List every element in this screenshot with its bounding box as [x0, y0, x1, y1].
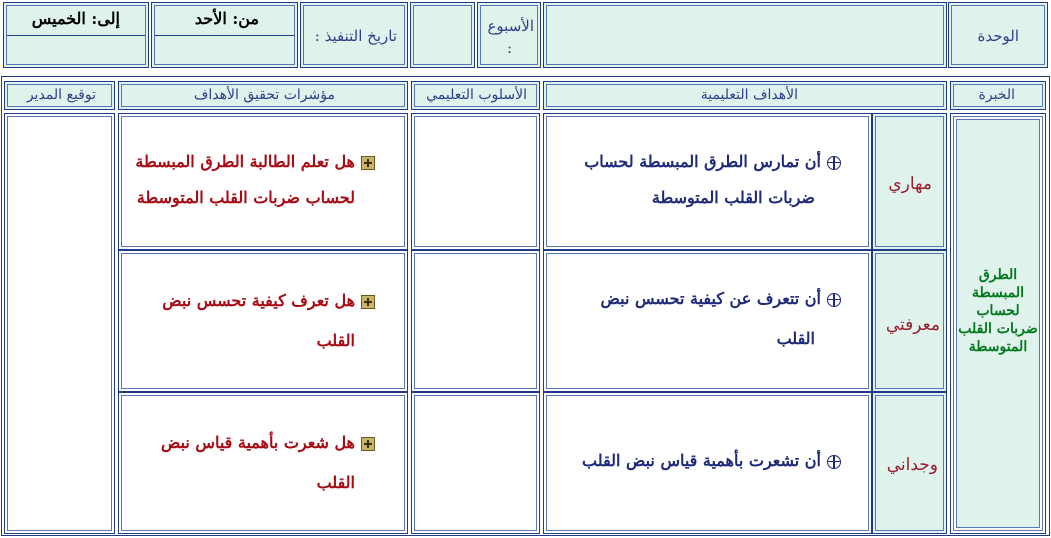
- circle-plus-icon: [827, 293, 841, 307]
- week-label-cell: [477, 2, 541, 68]
- indicator-cell-3: [118, 392, 408, 534]
- header-principal-signature: توقيع المدير: [4, 81, 115, 110]
- from-cell: [151, 2, 298, 68]
- square-plus-icon: [361, 295, 375, 309]
- to-label: إلى: الخميس: [31, 9, 120, 28]
- principal-signature-cell[interactable]: [4, 113, 115, 534]
- unit-value-cell[interactable]: [543, 2, 947, 68]
- experience-text: الطرق المبسطة لحساب ضربات القلب المتوسطة: [958, 267, 1038, 355]
- indicator-3-line-1: هل شعرت بأهمية قياس نبض: [161, 433, 375, 452]
- objective-cell-1: [543, 113, 872, 250]
- objective-2-line-1: أن تتعرف عن كيفية تحسس نبض: [601, 289, 841, 308]
- objective-1-line-1: أن تمارس الطرق المبسطة لحساب: [584, 152, 841, 171]
- week-label: الأسبوع: [487, 17, 534, 35]
- circle-plus-icon: [827, 156, 841, 170]
- week-value-cell[interactable]: [410, 2, 475, 68]
- domain-cell-skill: مهاري: [872, 113, 947, 250]
- method-cell-3: [411, 392, 540, 534]
- indicator-cell-1: [118, 113, 408, 250]
- exec-date-cell: [300, 2, 408, 68]
- indicator-1-line-1: هل تعلم الطالبة الطرق المبسطة: [135, 152, 375, 171]
- objective-3-line-1: أن تشعرت بأهمية قياس نبض القلب: [582, 451, 841, 470]
- indicator-cell-2: [118, 250, 408, 392]
- header-experience: الخبرة: [950, 81, 1046, 110]
- method-cell-1: [411, 113, 540, 250]
- header-indicators: مؤشرات تحقيق الأهداف: [118, 81, 408, 110]
- objective-2-line-2: القلب: [776, 329, 815, 348]
- method-cell-2: [411, 250, 540, 392]
- experience-cell: [950, 113, 1046, 534]
- domain-cell-affective: وجداني: [872, 392, 947, 534]
- square-plus-icon: [361, 437, 375, 451]
- unit-label-cell: [948, 2, 1048, 68]
- objective-cell-2: [543, 250, 872, 392]
- indicator-2-line-1: هل تعرف كيفية تحسس نبض: [162, 291, 375, 310]
- header-objectives: الأهداف التعليمية: [543, 81, 947, 110]
- indicator-2-line-2: القلب: [316, 331, 355, 350]
- objective-1-line-2: ضربات القلب المتوسطة: [651, 188, 815, 207]
- square-plus-icon: [361, 156, 375, 170]
- exec-date-label: تاريخ التنفيذ :: [314, 27, 397, 45]
- from-label: من: الأحد: [194, 9, 259, 28]
- to-cell: [3, 2, 149, 68]
- indicator-1-line-2: لحساب ضربات القلب المتوسطة: [136, 188, 355, 207]
- header-method: الأسلوب التعليمي: [411, 81, 540, 110]
- indicator-3-line-2: القلب: [316, 473, 355, 492]
- circle-plus-icon: [827, 455, 841, 469]
- week-colon: :: [506, 39, 512, 57]
- objective-cell-3: [543, 392, 872, 534]
- unit-label: الوحدة: [977, 27, 1019, 45]
- domain-cell-cognitive: معرفتي: [872, 250, 947, 392]
